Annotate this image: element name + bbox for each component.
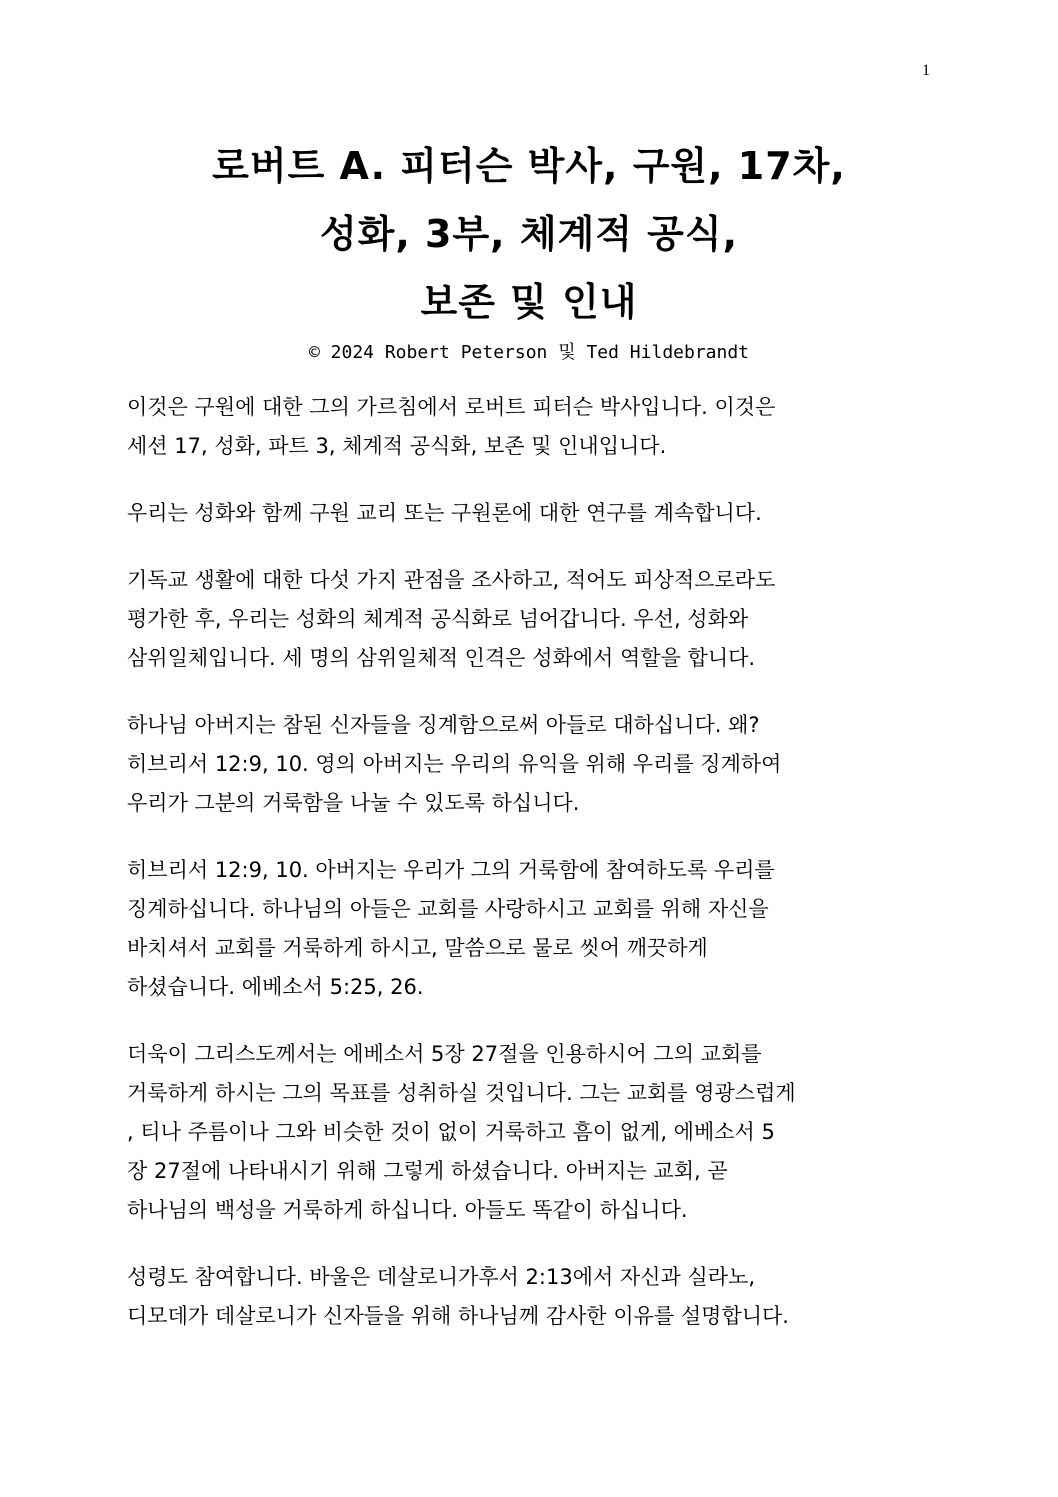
paragraph-7: 성령도 참여합니다. 바울은 데살로니가후서 2:13에서 자신과 실라노, 디모데가 데살로니가 신자들을 위해 하나님께 감사한 이유를 설명합니다. (127, 1265, 789, 1328)
paragraph-1: 이것은 구원에 대한 그의 가르침에서 로버트 피터슨 박사입니다. 이것은 세션 17, 성화, 파트 3, 체계적 공식화, 보존 및 인내입니다. (127, 395, 776, 458)
paragraph-3: 기독교 생활에 대한 다섯 가지 관점을 조사하고, 적어도 피상적으로라도 평가한 후, 우리는 성화의 체계적 공식화로 넘어갑니다. 우선, 성화와 삼위일체입니다. 세 명의 삼위일체적 인격은 성화에서 역할을 합니다. (127, 568, 776, 670)
paragraph-2: 우리는 성화와 함께 구원 교리 또는 구원론에 대한 연구를 계속합니다. (127, 501, 762, 525)
document-header (0, 132, 1058, 366)
paragraph-4: 하나님 아버지는 참된 신자들을 징계함으로써 아들로 대하십니다. 왜? 히브리서 12:9, 10. 영의 아버지는 우리의 유익을 위해 우리를 징계하여 우리가 그분의 거룩함을 나눌 수 있도록 하십니다. (127, 713, 782, 815)
paragraph-6: 더욱이 그리스도께서는 에베소서 5장 27절을 인용하시어 그의 교회를 거룩하게 하시는 그의 목표를 성취하실 것입니다. 그는 교회를 영광스럽게 , 티나 주름이나 그와 비슷한 것이 없이 거룩하고 흠이 없게, 에베소서 5 장 27절에 나타내시기 위해 그렇게 하셨습니다. 아버지는 교회, 곧 하나님의 백성을 거룩하게 하십니다. 아들도 똑같이 하십니다. (127, 1042, 796, 1222)
copyright-line: © 2024 Robert Peterson 및 Ted Hildebrandt (308, 342, 750, 363)
title-line-2: 성화, 3부, 체계적 공식, (319, 212, 739, 256)
title-line-1: 로버트 A. 피터슨 박사, 구원, 17차, (212, 144, 846, 188)
document-body (127, 388, 937, 1364)
title-line-3: 보존 및 인내 (420, 280, 638, 324)
page-number: 1 (922, 62, 930, 79)
paragraph-5: 히브리서 12:9, 10. 아버지는 우리가 그의 거룩함에 참여하도록 우리를 징계하십니다. 하나님의 아들은 교회를 사랑하시고 교회를 위해 자신을 바치셔서 교회를 거룩하게 하시고, 말씀으로 물로 씻어 깨끗하게 하셨습니다. 에베소서 5:25, 26. (127, 858, 775, 999)
